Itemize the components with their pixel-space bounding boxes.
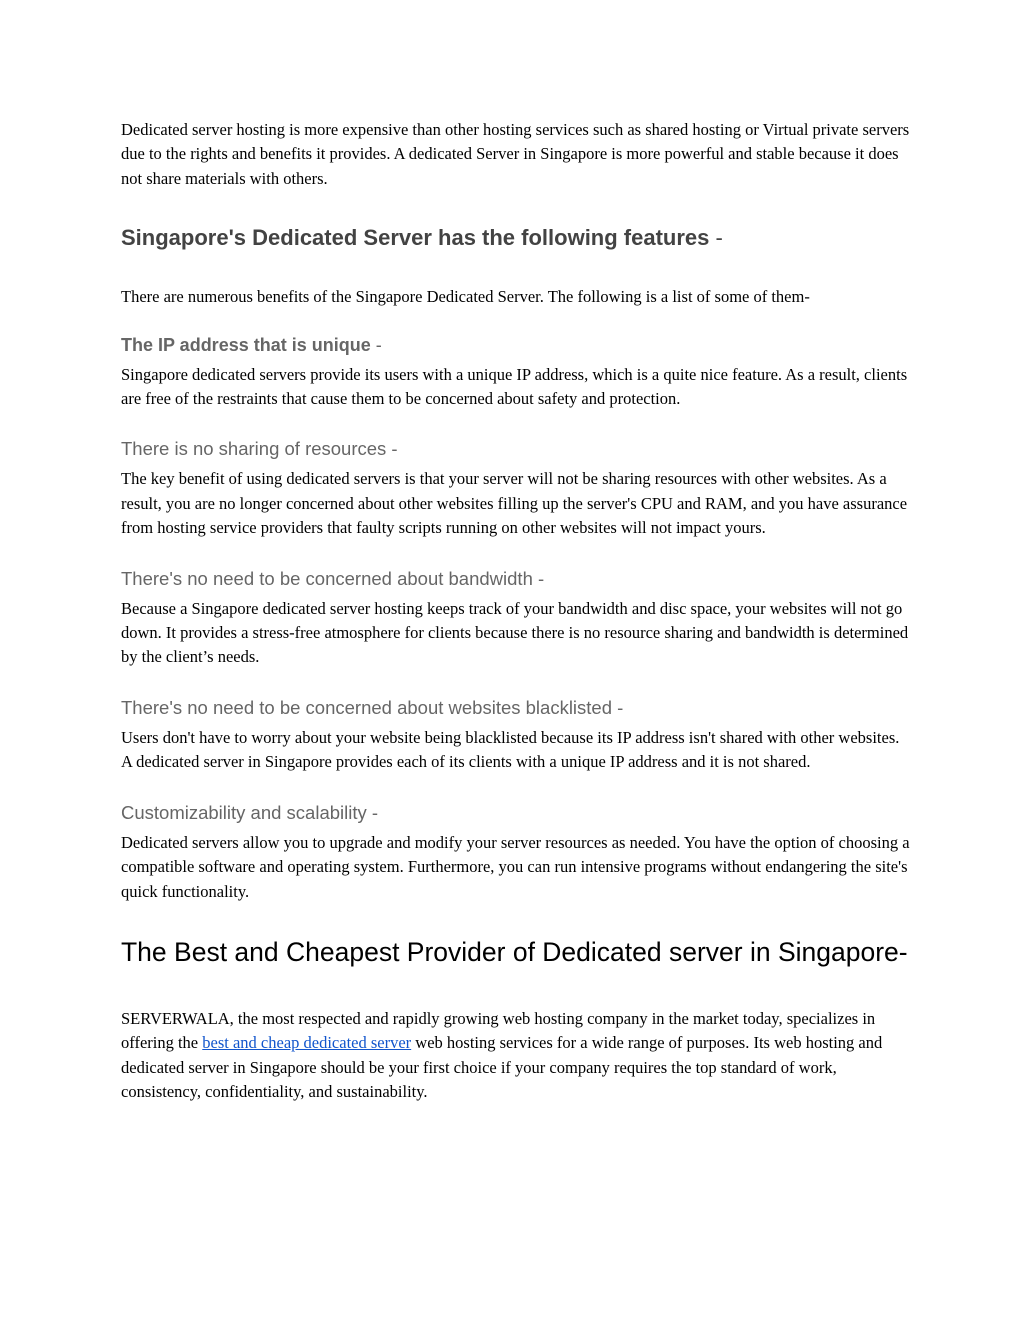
section-heading-unique-ip bbox=[121, 332, 911, 358]
section-body-no-sharing: The key benefit of using dedicated servers is that your server will not be sharing resources with other websites. As a result, you are no longer concerned about other websites filling up the server's CPU and RAM, and you have assurance from hosting service providers that faulty scripts running on other websites will not impact yours. bbox=[121, 469, 908, 538]
features-intro-paragraph: There are numerous benefits of the Singapore Dedicated Server. The following is a list of some of them- bbox=[121, 287, 810, 307]
features-heading-text: Singapore's Dedicated Server has the following features bbox=[121, 225, 710, 251]
intro-paragraph: Dedicated server hosting is more expensive than other hosting services such as shared hosting or Virtual private servers due to the rights and benefits it provides. A dedicated Server in Singapore is more powerful and stable because it does not share materials with others. bbox=[121, 120, 910, 188]
section-body-unique-ip: Singapore dedicated servers provide its users with a unique IP address, which is a quite nice feature. As a result, clients are free of the restraints that cause them to be concerned about safety and protection. bbox=[121, 364, 908, 409]
provider-paragraph bbox=[121, 1007, 911, 1105]
section-body-blacklisted: Users don't have to worry about your website being blacklisted because its IP address isn't shared with other websites. A dedicated server in Singapore provides each of its clients with a unique IP address and it is not shared. bbox=[121, 727, 900, 772]
section-body-bandwidth: Because a Singapore dedicated server hosting keeps track of your bandwidth and disc space, your websites will not go down. It provides a stress-free atmosphere for clients because there is no resource sharing and bandwidth is determined by the client’s needs. bbox=[121, 598, 909, 667]
provider-heading: The Best and Cheapest Provider of Dedicated server in Singapore- bbox=[121, 936, 908, 967]
features-heading-dash: - bbox=[709, 225, 723, 251]
section-heading-scalability: Customizability and scalability - bbox=[121, 801, 379, 823]
provider-text-after-link: web hosting services for a wide range of purposes. Its web hosting and dedicated server in Singapore should be your first choice if your company requires the top standard of work, consistency, confidentiality, and sustainability. bbox=[121, 1033, 883, 1102]
dedicated-server-link[interactable]: best and cheap dedicated server bbox=[202, 1033, 412, 1053]
section-heading-blacklisted: There's no need to be concerned about websites blacklisted - bbox=[121, 696, 624, 718]
document-page bbox=[121, 118, 911, 1105]
section-body-scalability: Dedicated servers allow you to upgrade and modify your server resources as needed. You have the option of choosing a compatible software and operating system. Furthermore, you can run intensive programs without endangering the site's quick functionality. bbox=[121, 832, 910, 901]
features-heading bbox=[121, 223, 911, 253]
section-heading-unique-ip-text: The IP address that is unique bbox=[121, 334, 371, 355]
section-heading-bandwidth: There's no need to be concerned about bandwidth - bbox=[121, 567, 545, 589]
provider-text-before-link: SERVERWALA, the most respected and rapidly growing web hosting company in the market today, specializes in offering the bbox=[121, 1008, 876, 1053]
section-heading-no-sharing: There is no sharing of resources - bbox=[121, 438, 398, 460]
section-heading-unique-ip-dash: - bbox=[370, 334, 382, 355]
